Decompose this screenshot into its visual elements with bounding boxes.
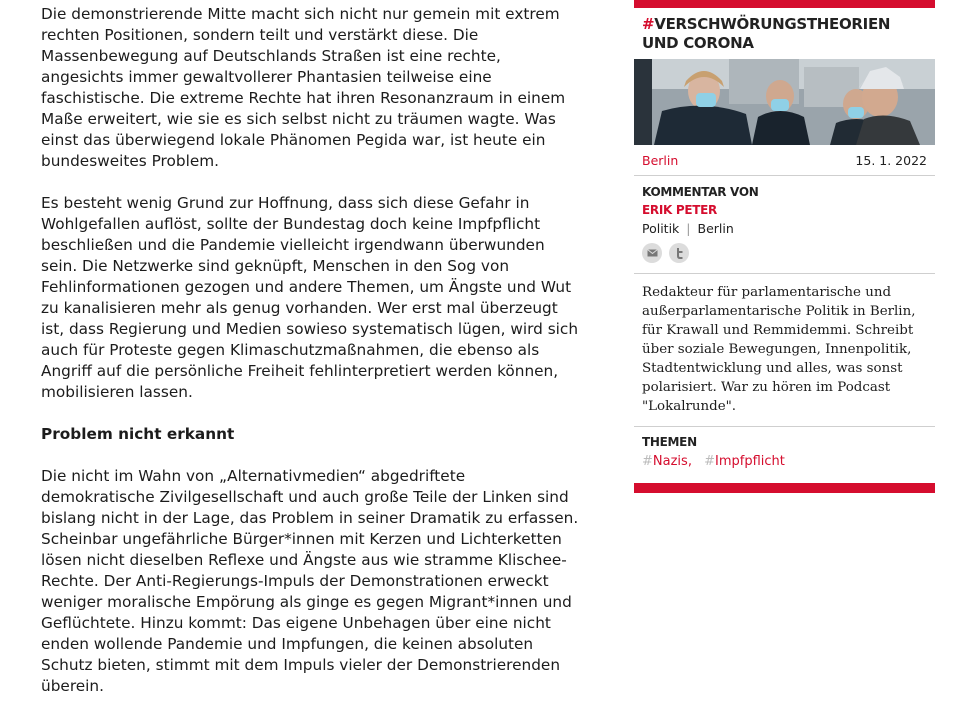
article-paragraph: Die demonstrierende Mitte macht sich nicht nur gemein mit extrem rechten Positionen, sondern teilt und verstärkt diese. Die Massenbewegung auf Deutschlands Straßen ist eine rechte, angesichts immer gewaltvollerer Phantasien teilweise eine faschistische. Die extreme Rechte hat ihren Resonanzraum in einem Maße erweitert, wie sie es sich selbst nicht zu träumen wagte. Was einst das überwiegend lokale Phänomen Pegida war, ist heute ein bundesweites Problem. bbox=[41, 5, 566, 170]
article-subheading: Problem nicht erkannt bbox=[41, 425, 235, 443]
themes-box bbox=[634, 427, 935, 483]
teaser-date: 15. 1. 2022 bbox=[855, 153, 927, 168]
top-accent-bar bbox=[634, 0, 935, 8]
author-sections bbox=[642, 221, 927, 237]
author-box bbox=[634, 176, 935, 274]
bottom-accent-bar bbox=[634, 483, 935, 493]
twitter-icon[interactable] bbox=[669, 243, 689, 263]
tag-label: Nazis bbox=[652, 454, 688, 469]
tag-hash: # bbox=[704, 454, 715, 469]
author-contact-icons bbox=[642, 243, 927, 263]
article-paragraph: Die nicht im Wahn von „Alternativmedien“ abgedriftete demokratische Zivilgesellschaft und auch große Teile der Linken sind bislang nicht in der Lage, das Problem in seiner Dramatik zu erfassen. Scheinbar ungefährliche Bürger*innen mit Kerzen und Lichterketten lösen nicht dieselben Reflexe und Ängste aus wie stramme Klischee-Rechte. Der Anti-Regierungs-Impuls der Demonstrationen erweckt weniger moralische Empörung als ginge es gegen Migrant*innen und Geflüchtete. Hinzu kommt: Das eigene Unbehagen über eine nicht enden wollende Pandemie und Impfungen, die keinen absoluten Schutz bieten, stimmt mit dem Impuls vieler der Demonstrierenden überein. bbox=[41, 467, 579, 695]
tag-hash: # bbox=[642, 454, 653, 469]
mail-icon[interactable] bbox=[642, 243, 662, 263]
tag-nazis[interactable]: #Nazis, bbox=[642, 454, 692, 469]
teaser-photo-image bbox=[634, 59, 935, 145]
section-separator: | bbox=[686, 221, 691, 236]
author-name-link[interactable]: ERIK PETER bbox=[642, 203, 717, 217]
article-paragraph: Es besteht wenig Grund zur Hoffnung, dass sich diese Gefahr in Wohlgefallen auflöst, sollte der Bundestag doch keine Impfpflicht beschließen und die Pandemie vielleicht irgendwann überwunden sein. Die Netzwerke sind geknüpft, Menschen in den Sog von Fehlinformationen gezogen und andere Themen, um Ängste und Wut zu kanalisieren mehr als genug vorhanden. Wer erst mal überzeugt ist, dass Regierung und Medien sowieso systematisch lügen, wird sich auch für Proteste gegen Klimaschutzmaßnahmen, die ebenso als Angriff auf die persönliche Freiheit fehlinterpretiert werden können, mobilisieren lassen. bbox=[41, 194, 579, 401]
tag-impfpflicht[interactable] bbox=[704, 454, 785, 469]
teaser-photo[interactable] bbox=[634, 59, 935, 145]
author-section[interactable]: Politik bbox=[642, 221, 680, 236]
teaser-city[interactable]: Berlin bbox=[642, 153, 679, 168]
author-region[interactable]: Berlin bbox=[697, 221, 734, 236]
teaser-title-link[interactable] bbox=[642, 15, 927, 53]
article-body bbox=[41, 4, 581, 718]
teaser-meta bbox=[634, 145, 935, 176]
themes-tag-list bbox=[642, 454, 927, 469]
themes-label: THEMEN bbox=[642, 435, 697, 449]
hash-symbol: # bbox=[642, 15, 655, 33]
author-kicker: KOMMENTAR VON bbox=[642, 185, 759, 199]
teaser-title: VERSCHWÖRUNGSTHEORIEN UND CORONA bbox=[642, 15, 891, 52]
tag-label: Impfpflicht bbox=[715, 454, 785, 469]
author-bio: Redakteur für parlamentarische und außerparlamentarische Politik in Berlin, für Krawall und Remmidemmi. Schreibt über soziale Bewegungen, Innenpolitik, Stadtentwicklung und alles, was sonst polarisiert. War zu hören im Podcast "Lokalrunde". bbox=[634, 274, 935, 427]
sidebar bbox=[634, 0, 935, 493]
